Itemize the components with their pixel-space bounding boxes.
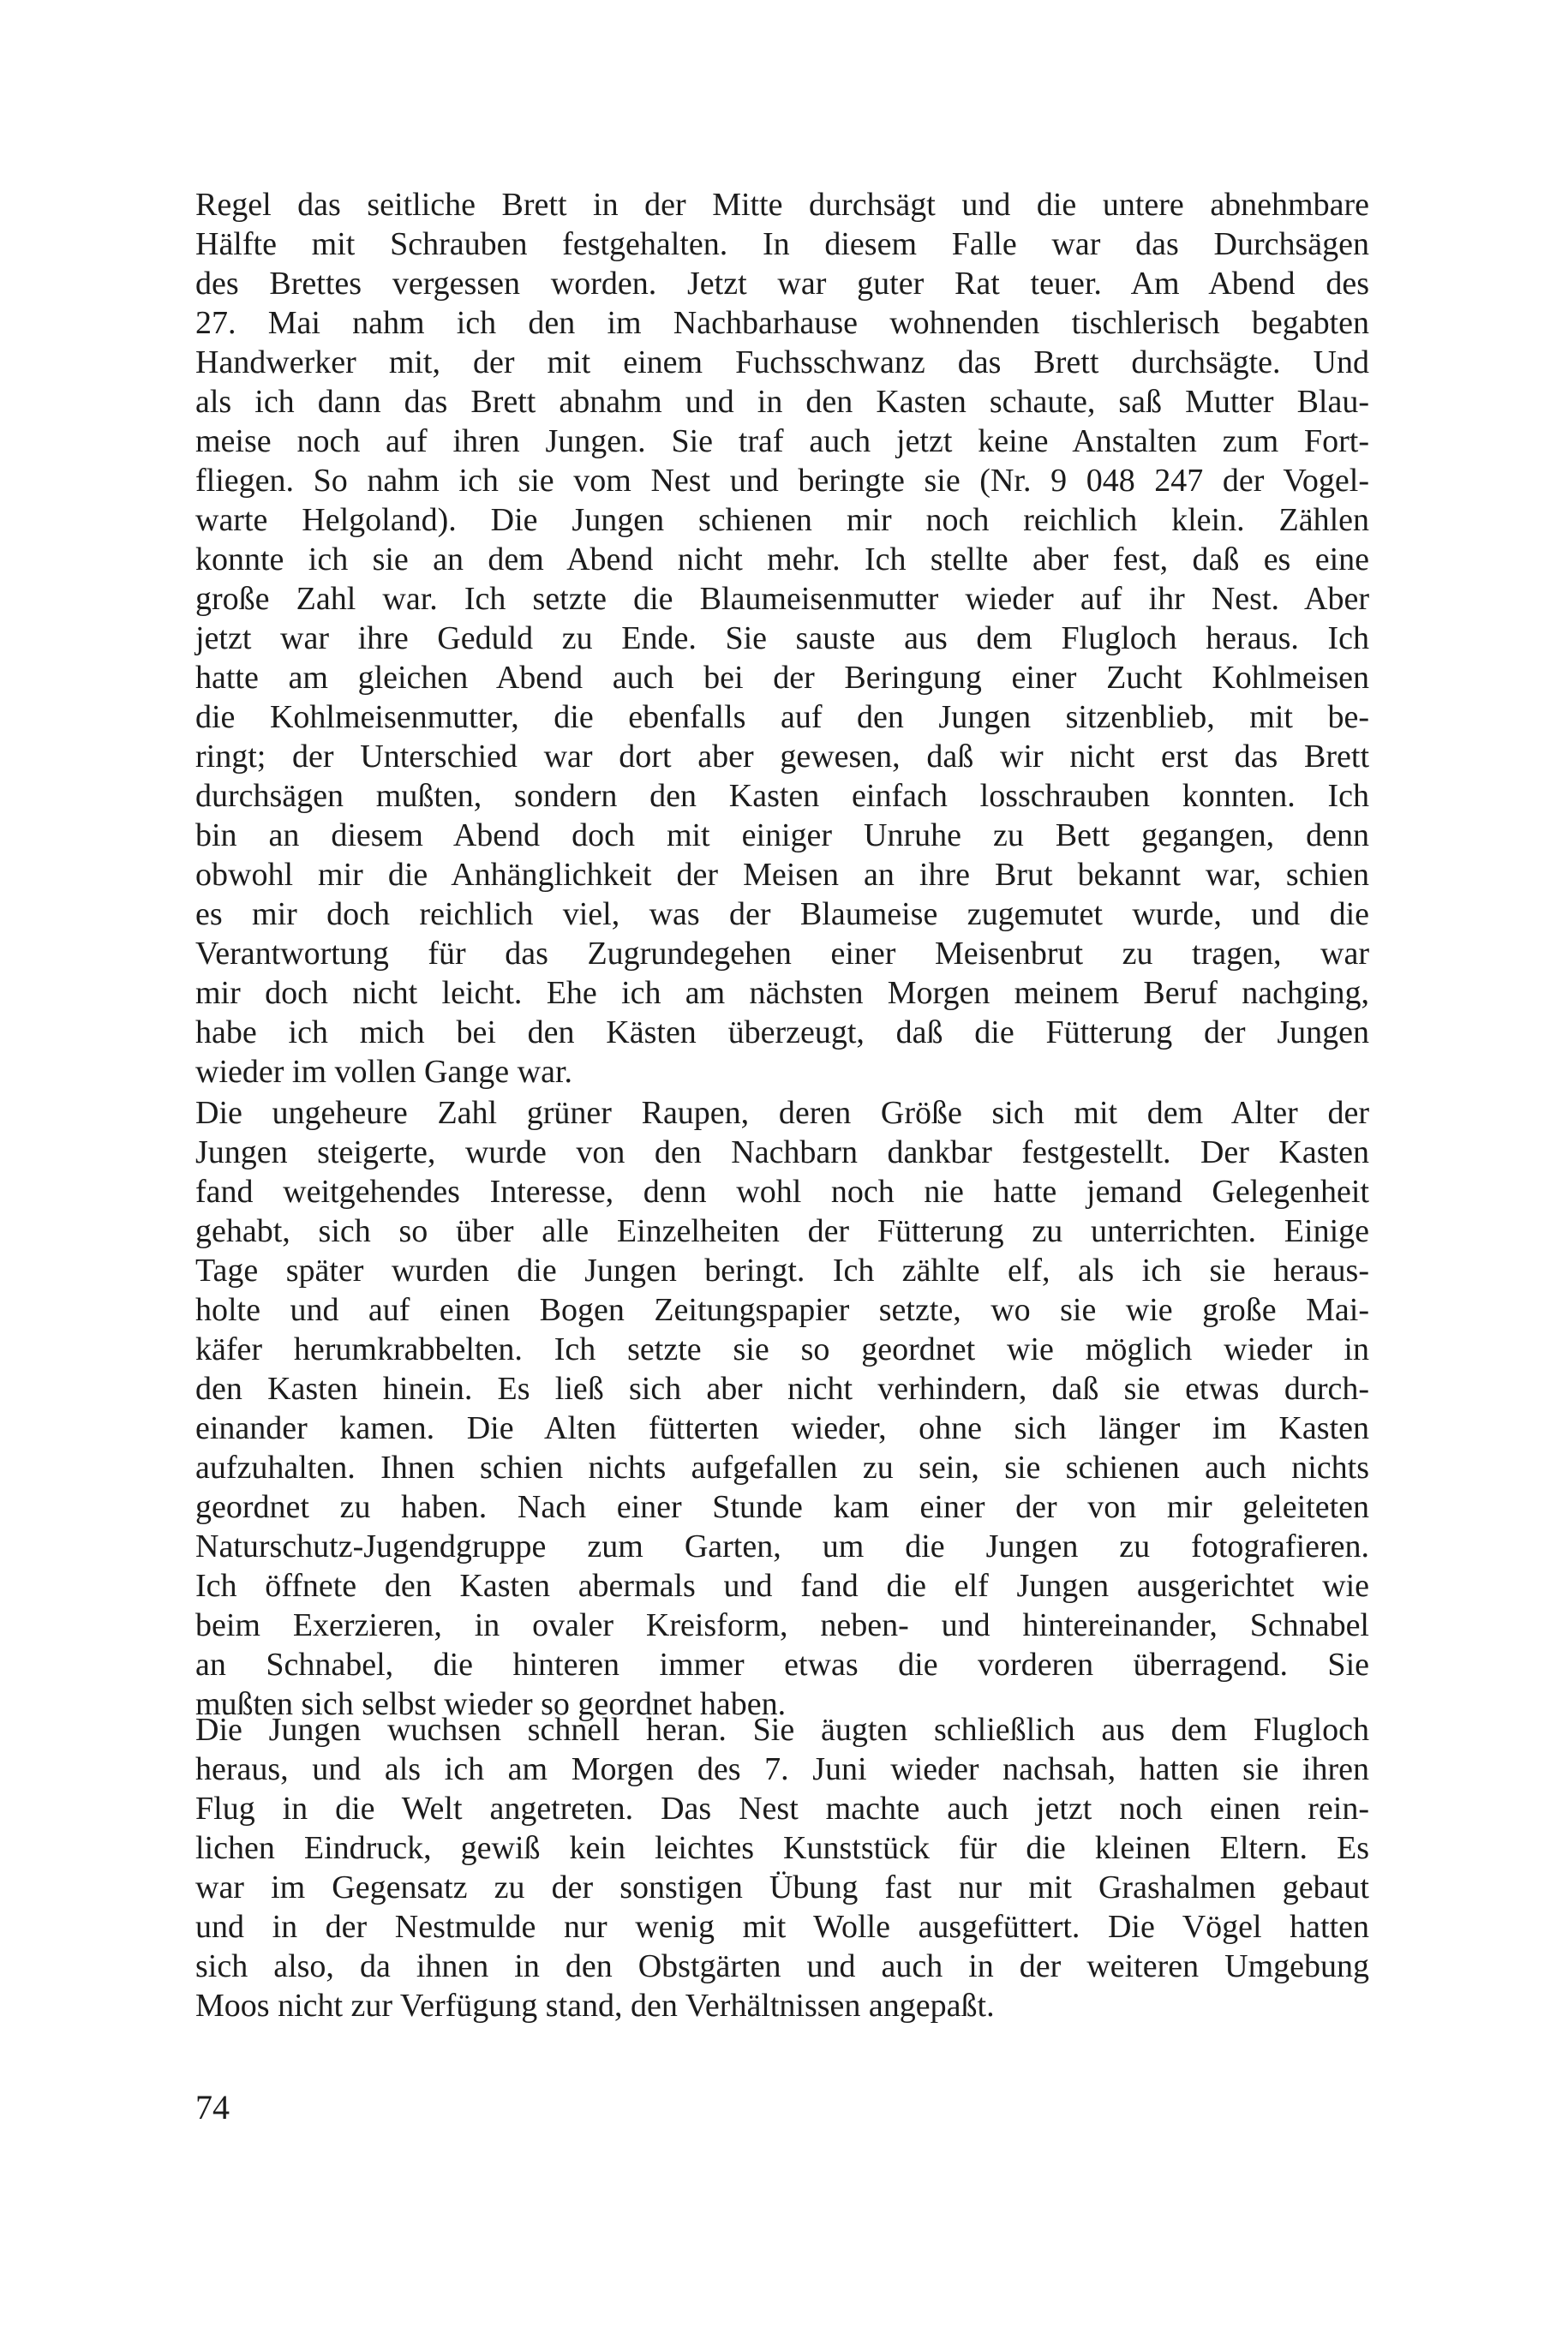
text-line: sich also, da ihnen in den Obstgärten und auch in der weiteren Umgebung bbox=[195, 1948, 1369, 1984]
text-line: gehabt, sich so über alle Einzelheiten der Fütterung zu unterrichten. Einige bbox=[195, 1213, 1369, 1249]
text-line: geordnet zu haben. Nach einer Stunde kam einer der von mir geleiteten bbox=[195, 1489, 1369, 1525]
text-line: große Zahl war. Ich setzte die Blaumeisenmutter wieder auf ihr Nest. Aber bbox=[195, 581, 1369, 617]
paragraph-1 bbox=[195, 185, 1369, 1092]
text-line: ringt; der Unterschied war dort aber gewesen, daß wir nicht erst das Brett bbox=[195, 739, 1369, 775]
text-line: 27. Mai nahm ich den im Nachbarhause wohnenden tischlerisch begabten bbox=[195, 305, 1369, 341]
text-line: einander kamen. Die Alten fütterten wieder, ohne sich länger im Kasten bbox=[195, 1410, 1369, 1446]
text-line: Regel das seitliche Brett in der Mitte durchsägt und die untere abnehmbare bbox=[195, 187, 1369, 223]
text-line: die Kohlmeisenmutter, die ebenfalls auf den Jungen sitzenblieb, mit be- bbox=[195, 699, 1369, 735]
text-line: lichen Eindruck, gewiß kein leichtes Kunststück für die kleinen Eltern. Es bbox=[195, 1830, 1369, 1866]
text-line: jetzt war ihre Geduld zu Ende. Sie sauste aus dem Flugloch heraus. Ich bbox=[195, 620, 1369, 656]
text-line: war im Gegensatz zu der sonstigen Übung fast nur mit Grashalmen gebaut bbox=[195, 1869, 1369, 1905]
text-line: mir doch nicht leicht. Ehe ich am nächsten Morgen meinem Beruf nachging, bbox=[195, 975, 1369, 1011]
text-line: den Kasten hinein. Es ließ sich aber nicht verhindern, daß sie etwas durch- bbox=[195, 1371, 1369, 1407]
paragraph-2 bbox=[195, 1093, 1369, 1724]
text-line: fliegen. So nahm ich sie vom Nest und beringte sie (Nr. 9 048 247 der Vogel- bbox=[195, 463, 1369, 499]
text-line: Ich öffnete den Kasten abermals und fand die elf Jungen ausgerichtet wie bbox=[195, 1568, 1369, 1604]
text-line: konnte ich sie an dem Abend nicht mehr. Ich stellte aber fest, daß es eine bbox=[195, 541, 1369, 577]
text-line: meise noch auf ihren Jungen. Sie traf auch jetzt keine Anstalten zum Fort- bbox=[195, 423, 1369, 459]
text-line: an Schnabel, die hinteren immer etwas die vorderen überragend. Sie bbox=[195, 1647, 1369, 1683]
text-line: habe ich mich bei den Kästen überzeugt, daß die Fütterung der Jungen bbox=[195, 1014, 1369, 1050]
text-line: wieder im vollen Gange war. bbox=[195, 1054, 573, 1090]
text-line: beim Exerzieren, in ovaler Kreisform, neben- und hintereinander, Schnabel bbox=[195, 1607, 1369, 1643]
text-line: fand weitgehendes Interesse, denn wohl noch nie hatte jemand Gelegenheit bbox=[195, 1174, 1369, 1210]
text-line: käfer herumkrabbelten. Ich setzte sie so geordnet wie möglich wieder in bbox=[195, 1331, 1369, 1367]
text-line: durchsägen mußten, sondern den Kasten einfach losschrauben konnten. Ich bbox=[195, 778, 1369, 814]
text-line: obwohl mir die Anhänglichkeit der Meisen an ihre Brut bekannt war, schien bbox=[195, 857, 1369, 893]
text-line: bin an diesem Abend doch mit einiger Unruhe zu Bett gegangen, denn bbox=[195, 817, 1369, 853]
text-line: Verantwortung für das Zugrundegehen einer Meisenbrut zu tragen, war bbox=[195, 936, 1369, 972]
text-line: Hälfte mit Schrauben festgehalten. In diesem Falle war das Durchsägen bbox=[195, 226, 1369, 262]
text-line: hatte am gleichen Abend auch bei der Beringung einer Zucht Kohlmeisen bbox=[195, 660, 1369, 696]
text-line: mußten sich selbst wieder so geordnet haben. bbox=[195, 1686, 787, 1722]
page-number: 74 bbox=[195, 2088, 230, 2127]
text-line: Moos nicht zur Verfügung stand, den Verhältnissen angepaßt. bbox=[195, 1988, 995, 2024]
text-line: als ich dann das Brett abnahm und in den Kasten schaute, saß Mutter Blau- bbox=[195, 384, 1369, 420]
text-line: des Brettes vergessen worden. Jetzt war guter Rat teuer. Am Abend des bbox=[195, 266, 1369, 302]
text-line: heraus, und als ich am Morgen des 7. Juni wieder nachsah, hatten sie ihren bbox=[195, 1751, 1369, 1787]
text-line: Die Jungen wuchsen schnell heran. Sie äugten schließlich aus dem Flugloch bbox=[195, 1712, 1369, 1748]
text-line: Handwerker mit, der mit einem Fuchsschwanz das Brett durchsägte. Und bbox=[195, 344, 1369, 380]
text-line: und in der Nestmulde nur wenig mit Wolle ausgefüttert. Die Vögel hatten bbox=[195, 1909, 1369, 1945]
text-line: holte und auf einen Bogen Zeitungspapier setzte, wo sie wie große Mai- bbox=[195, 1292, 1369, 1328]
text-line: Flug in die Welt angetreten. Das Nest machte auch jetzt noch einen rein- bbox=[195, 1791, 1369, 1827]
text-line: warte Helgoland). Die Jungen schienen mir noch reichlich klein. Zählen bbox=[195, 502, 1369, 538]
text-line: aufzuhalten. Ihnen schien nichts aufgefallen zu sein, sie schienen auch nichts bbox=[195, 1450, 1369, 1486]
text-line: Jungen steigerte, wurde von den Nachbarn dankbar festgestellt. Der Kasten bbox=[195, 1134, 1369, 1170]
text-line: Naturschutz-Jugendgruppe zum Garten, um die Jungen zu fotografieren. bbox=[195, 1528, 1369, 1564]
text-line: Die ungeheure Zahl grüner Raupen, deren Größe sich mit dem Alter der bbox=[195, 1095, 1369, 1131]
text-line: Tage später wurden die Jungen beringt. Ich zählte elf, als ich sie heraus- bbox=[195, 1253, 1369, 1289]
text-line: es mir doch reichlich viel, was der Blaumeise zugemutet wurde, und die bbox=[195, 896, 1369, 932]
paragraph-3 bbox=[195, 1710, 1369, 2025]
